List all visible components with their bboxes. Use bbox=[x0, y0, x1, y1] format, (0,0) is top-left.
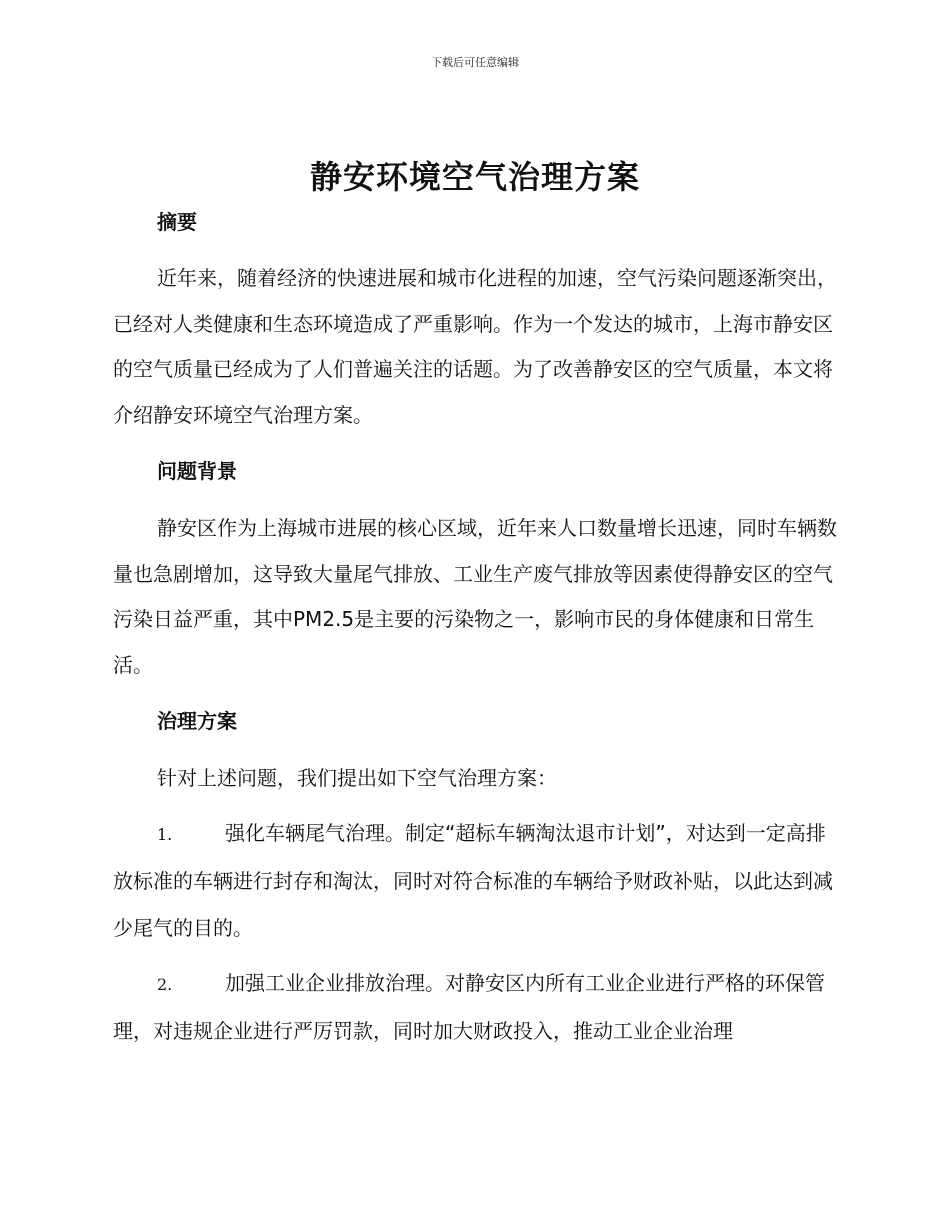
document-title: 静安环境空气治理方案 bbox=[309, 158, 640, 196]
plan-list-item bbox=[113, 810, 843, 952]
background-paragraph bbox=[113, 506, 843, 688]
plan-list-item bbox=[113, 960, 843, 1055]
list-item-text: 强化车辆尾气治理。制定“超标车辆淘汰退市计划”，对达到一定高排放标准的车辆进行封存和淘汰，同时对符合标准的车辆给予财政补贴，以此达到减少尾气的目的。 bbox=[113, 821, 833, 940]
plan-intro-paragraph bbox=[113, 756, 843, 802]
list-item-number: 2. bbox=[157, 975, 173, 994]
background-text: 静安区作为上海城市进展的核心区域，近年来人口数量增长迅速，同时车辆数量也急剧增加，这导致大量尾气排放、工业生产废气排放等因素使得静安区的空气污染日益严重，其中PM2.5是主要的污染物之一，影响市民的身体健康和日常生活。 bbox=[113, 516, 837, 677]
section-heading-plan: 治理方案 bbox=[157, 709, 237, 733]
list-item-text: 加强工业企业排放治理。对静安区内所有工业企业进行严格的环保管理，对违规企业进行严厉罚款，同时加大财政投入，推动工业企业治理 bbox=[113, 971, 825, 1043]
abstract-paragraph bbox=[113, 256, 843, 438]
list-item-number: 1. bbox=[157, 825, 173, 844]
plan-intro-text: 针对上述问题，我们提出如下空气治理方案： bbox=[157, 766, 557, 790]
section-heading-abstract: 摘要 bbox=[157, 210, 197, 234]
abstract-text: 近年来，随着经济的快速进展和城市化进程的加速，空气污染问题逐渐突出，已经对人类健康和生态环境造成了严重影响。作为一个发达的城市，上海市静安区的空气质量已经成为了人们普遍关注的话题。为了改善静安区的空气质量，本文将介绍静安环境空气治理方案。 bbox=[113, 266, 837, 427]
section-heading-background: 问题背景 bbox=[157, 459, 237, 483]
page-header: 下载后可任意编辑 bbox=[431, 56, 519, 69]
